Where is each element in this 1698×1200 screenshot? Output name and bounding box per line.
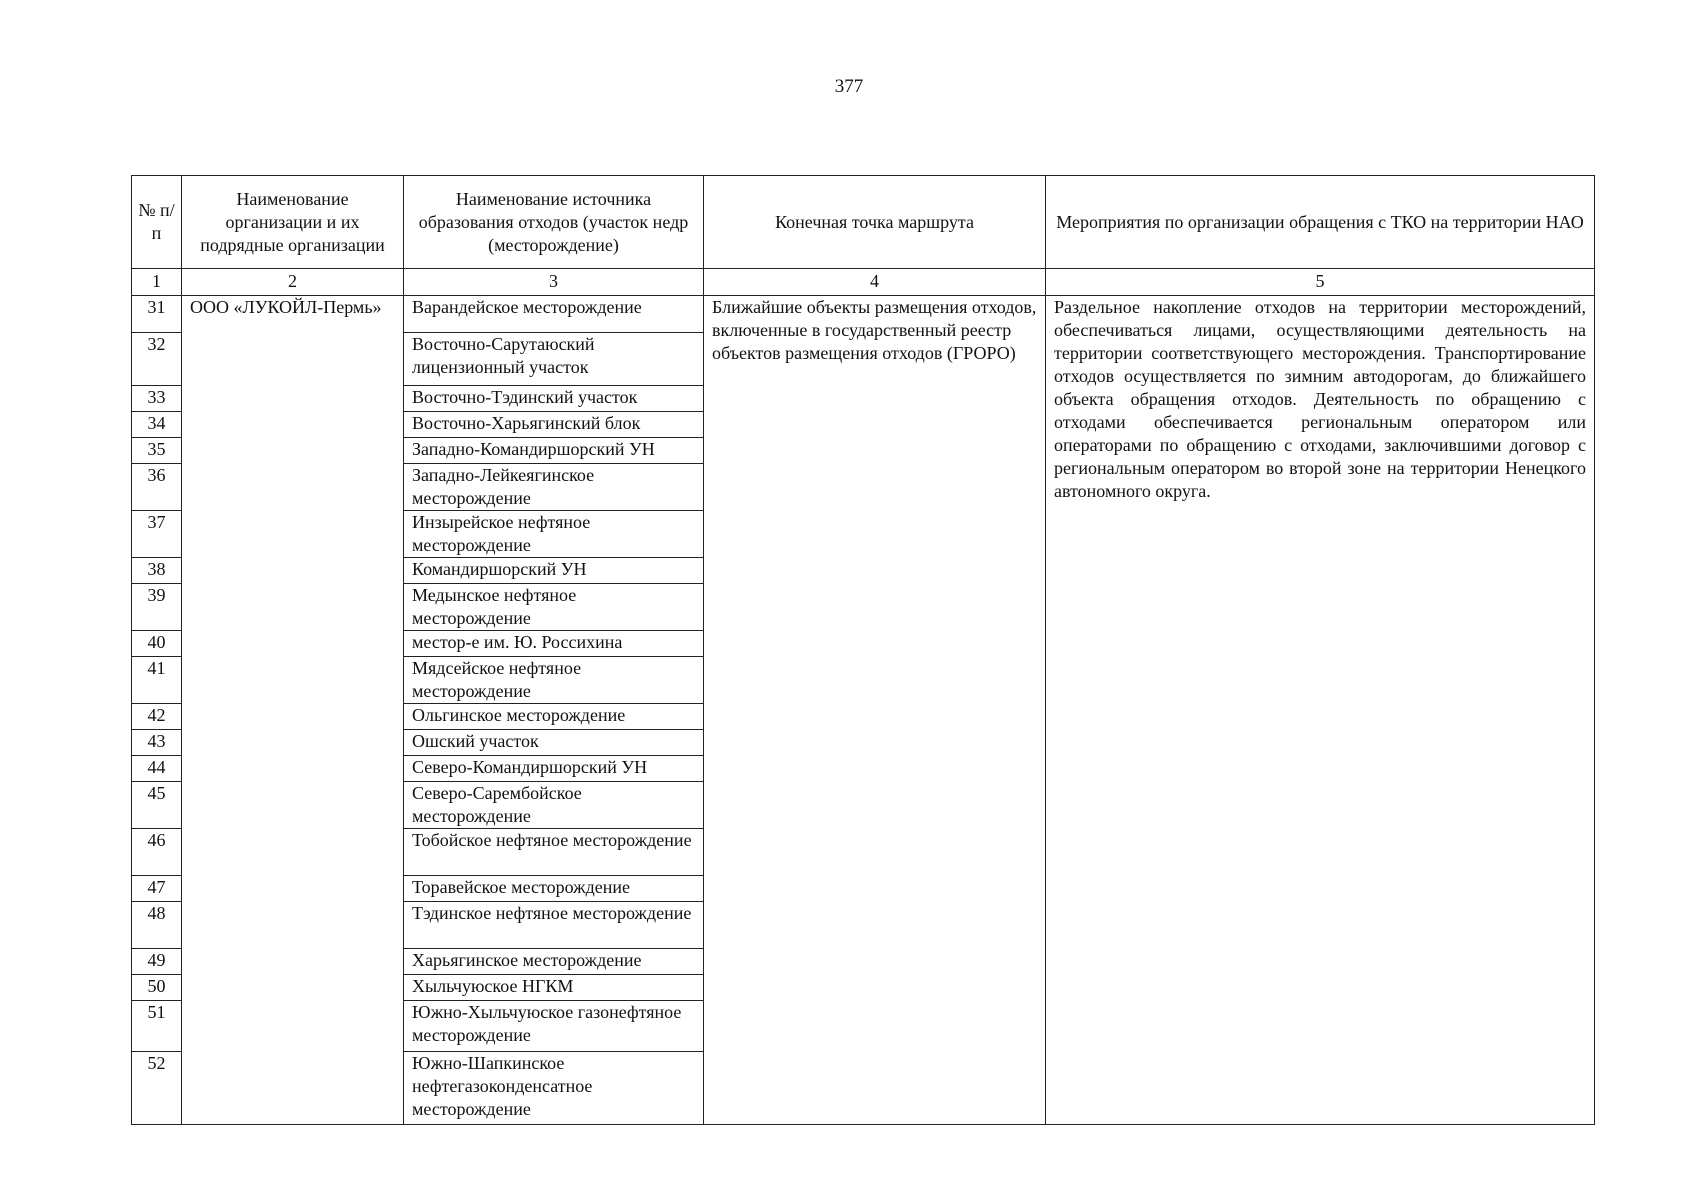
waste-source-name: Западно-Командиршорский УН — [404, 438, 704, 464]
header-organization: Наименование организации и их подрядные организации — [182, 176, 404, 269]
row-number: 36 — [132, 464, 182, 511]
waste-source-name: Ошский участок — [404, 730, 704, 756]
column-number: 2 — [182, 269, 404, 296]
row-number: 48 — [132, 902, 182, 949]
waste-source-name: Хыльчуюское НГКМ — [404, 975, 704, 1001]
header-source: Наименование источника образования отходов (участок недр (месторождение) — [404, 176, 704, 269]
row-number: 43 — [132, 730, 182, 756]
page-number: 377 — [834, 76, 864, 97]
row-number: 35 — [132, 438, 182, 464]
waste-source-name: Южно-Хыльчуюское газонефтяное месторождение — [404, 1001, 704, 1052]
route-end-point: Ближайшие объекты размещения отходов, включенные в государственный реестр объектов размещения отходов (ГРОРО) — [704, 296, 1046, 1125]
waste-source-name: Западно-Лейкеягинское месторождение — [404, 464, 704, 511]
waste-source-name: Северо-Сарембойское месторождение — [404, 782, 704, 829]
row-number: 31 — [132, 296, 182, 333]
row-number: 37 — [132, 511, 182, 558]
waste-source-name: Харьягинское месторождение — [404, 949, 704, 975]
waste-source-name: Южно-Шапкинское нефтегазоконденсатное месторождение — [404, 1052, 704, 1125]
waste-source-name: Варандейское месторождение — [404, 296, 704, 333]
table-row — [132, 296, 1595, 333]
waste-source-name: Торавейское месторождение — [404, 876, 704, 902]
waste-sources-table — [131, 175, 1595, 1125]
column-number: 5 — [1046, 269, 1595, 296]
row-number: 40 — [132, 631, 182, 657]
column-number: 4 — [704, 269, 1046, 296]
waste-management-measures: Раздельное накопление отходов на территории месторождений, обеспечиваться лицами, осуществляющими деятельность на территории соответствующего месторождения. Транспортирование отходов осуществляется по зимним автодорогам, до ближайшего объекта обращения отходов. Деятельность по обращению с отходами обеспечивается региональным оператором или операторами по обращению с отходами, заключившими договор с региональным оператором во второй зоне на территории Ненецкого автономного округа. — [1046, 296, 1595, 1125]
waste-source-name: Командиршорский УН — [404, 558, 704, 584]
row-number: 44 — [132, 756, 182, 782]
waste-source-name: Тобойское нефтяное месторождение — [404, 829, 704, 876]
row-number: 38 — [132, 558, 182, 584]
row-number: 45 — [132, 782, 182, 829]
organization-name: ООО «ЛУКОЙЛ-Пермь» — [182, 296, 404, 1125]
row-number: 52 — [132, 1052, 182, 1125]
column-number: 3 — [404, 269, 704, 296]
waste-source-name: Медынское нефтяное месторождение — [404, 584, 704, 631]
row-number: 50 — [132, 975, 182, 1001]
header-number: № п/п — [132, 176, 182, 269]
row-number: 39 — [132, 584, 182, 631]
waste-source-name: Инзырейское нефтяное месторождение — [404, 511, 704, 558]
row-number: 41 — [132, 657, 182, 704]
waste-source-name: Восточно-Сарутаюский лицензионный участок — [404, 333, 704, 386]
row-number: 42 — [132, 704, 182, 730]
row-number: 32 — [132, 333, 182, 386]
waste-source-name: Тэдинское нефтяное месторождение — [404, 902, 704, 949]
row-number: 47 — [132, 876, 182, 902]
row-number: 49 — [132, 949, 182, 975]
header-measures: Мероприятия по организации обращения с ТКО на территории НАО — [1046, 176, 1595, 269]
header-end-point: Конечная точка маршрута — [704, 176, 1046, 269]
waste-source-name: Мядсейское нефтяное месторождение — [404, 657, 704, 704]
row-number: 33 — [132, 386, 182, 412]
table-header-row — [132, 176, 1595, 269]
column-numbers-row — [132, 269, 1595, 296]
column-number: 1 — [132, 269, 182, 296]
waste-source-name: Восточно-Тэдинский участок — [404, 386, 704, 412]
waste-source-name: Ольгинское месторождение — [404, 704, 704, 730]
waste-source-name: Восточно-Харьягинский блок — [404, 412, 704, 438]
row-number: 34 — [132, 412, 182, 438]
row-number: 46 — [132, 829, 182, 876]
waste-source-name: Северо-Командиршорский УН — [404, 756, 704, 782]
row-number: 51 — [132, 1001, 182, 1052]
waste-source-name: местор-е им. Ю. Россихина — [404, 631, 704, 657]
